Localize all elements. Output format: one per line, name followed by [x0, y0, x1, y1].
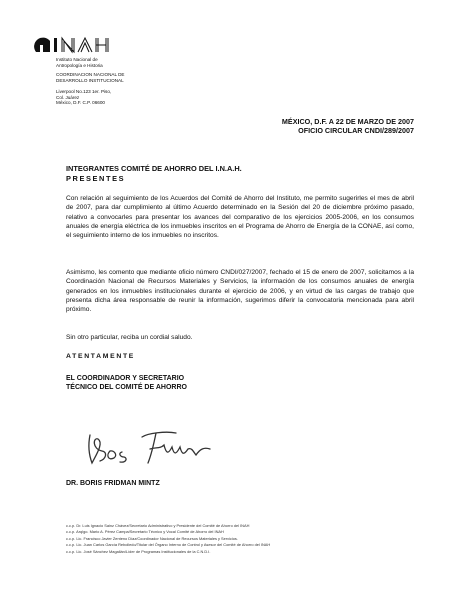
ccp-line: c.c.p. Lic. José Sánchez Magallán/Líder de Programas Institucionales de la C.N.D.I.: [66, 548, 211, 554]
coordination-line: DESARROLLO INSTITUCIONAL: [56, 77, 124, 83]
institution-name: [56, 57, 103, 68]
ccp-list: [66, 523, 270, 555]
signer-title: [66, 374, 187, 393]
body-paragraph-1: Con relación al seguimiento de los Acuerdos del Comité de Ahorro del Instituto, me permito sugerirles el mes de abril de 2007, para dar cumplimiento al último Acuerdo determinado en la Sesión del 20 de diciembre próximo pasado, relativo a convocarles para presentar los avances del comparativo de los ejercicios 2005-2006, en los consumos anuales de energía eléctrica de los inmuebles inscritos en el Programa de Ahorro de Energía de la CONAE, así como, el seguimiento interno de los inmuebles no inscritos.: [66, 195, 414, 240]
inah-logo: [34, 36, 134, 54]
signer-title-line: TÉCNICO DEL COMITÉ DE AHORRO: [66, 384, 187, 392]
place-date: MÉXICO, D.F. A 22 DE MARZO DE 2007: [281, 117, 414, 126]
date-reference-block: [282, 117, 414, 135]
address-line: Liverpool No.123 1er. Piso,: [56, 89, 112, 94]
closing: ATENTAMENTE: [66, 353, 136, 360]
ccp-line: c.c.p. Lic. Juan Carlos García Rebolledo/Titular del Órgano Interno de Control y Asesor del Comité de Ahorro del INAH: [66, 542, 271, 548]
institution-line: Antropología e Historia: [56, 62, 103, 68]
recipient: INTEGRANTES COMITÉ DE AHORRO DEL I.N.A.H.: [66, 164, 242, 173]
address-block: [56, 89, 111, 106]
body-paragraph-2: Asimismo, les comento que mediante oficio número CNDI/027/2007, fechado el 15 de enero de 2007, solicitamos a la Coordinación Nacional de Recursos Materiales y Servicios, la información de los consumos anuales de energía generados en los inmuebles institucionales durante el ejercicio de 2006, y en virtud de las cargas de trabajo que presenta dicha área responsable de reunir la información, sugerimos diferir la convocatoria mencionada para abril próximo.: [66, 269, 414, 314]
address-line: Col. Juárez: [56, 94, 80, 100]
handwritten-signature: [84, 425, 214, 469]
institution-line: Instituto Nacional de: [56, 57, 98, 62]
address-line: México, D.F. C.P. 06600: [56, 100, 105, 106]
signer-title-line: EL COORDINADOR Y SECRETARIO: [66, 375, 185, 382]
body-paragraph-3: Sin otro particular, reciba un cordial saludo.: [66, 334, 193, 341]
coordination-name: [56, 72, 125, 83]
ccp-line: c.c.p. Dr. Luis Ignacio Sainz Chávez/Secretario Administrativo y Presidente del Comité de Ahorro del INAH: [66, 523, 250, 528]
ccp-line: c.c.p. Arqlgo. Mario A. Pérez Campa/Secretario Técnico y Vocal Comité de Ahorro del INAH: [66, 529, 224, 535]
coordination-line: COORDINACION NACIONAL DE: [56, 72, 125, 77]
presentes: PRESENTES: [66, 173, 126, 183]
ccp-line: c.c.p. Lic. Francisco Javier Zenteno Díaz/Coordinador Nacional de Recursos Materiales y Servicios.: [66, 535, 238, 541]
circular-reference: OFICIO CIRCULAR CNDI/289/2007: [298, 126, 414, 135]
recipient-block: [66, 164, 242, 183]
signer-name: DR. BORIS FRIDMAN MINTZ: [66, 480, 160, 487]
